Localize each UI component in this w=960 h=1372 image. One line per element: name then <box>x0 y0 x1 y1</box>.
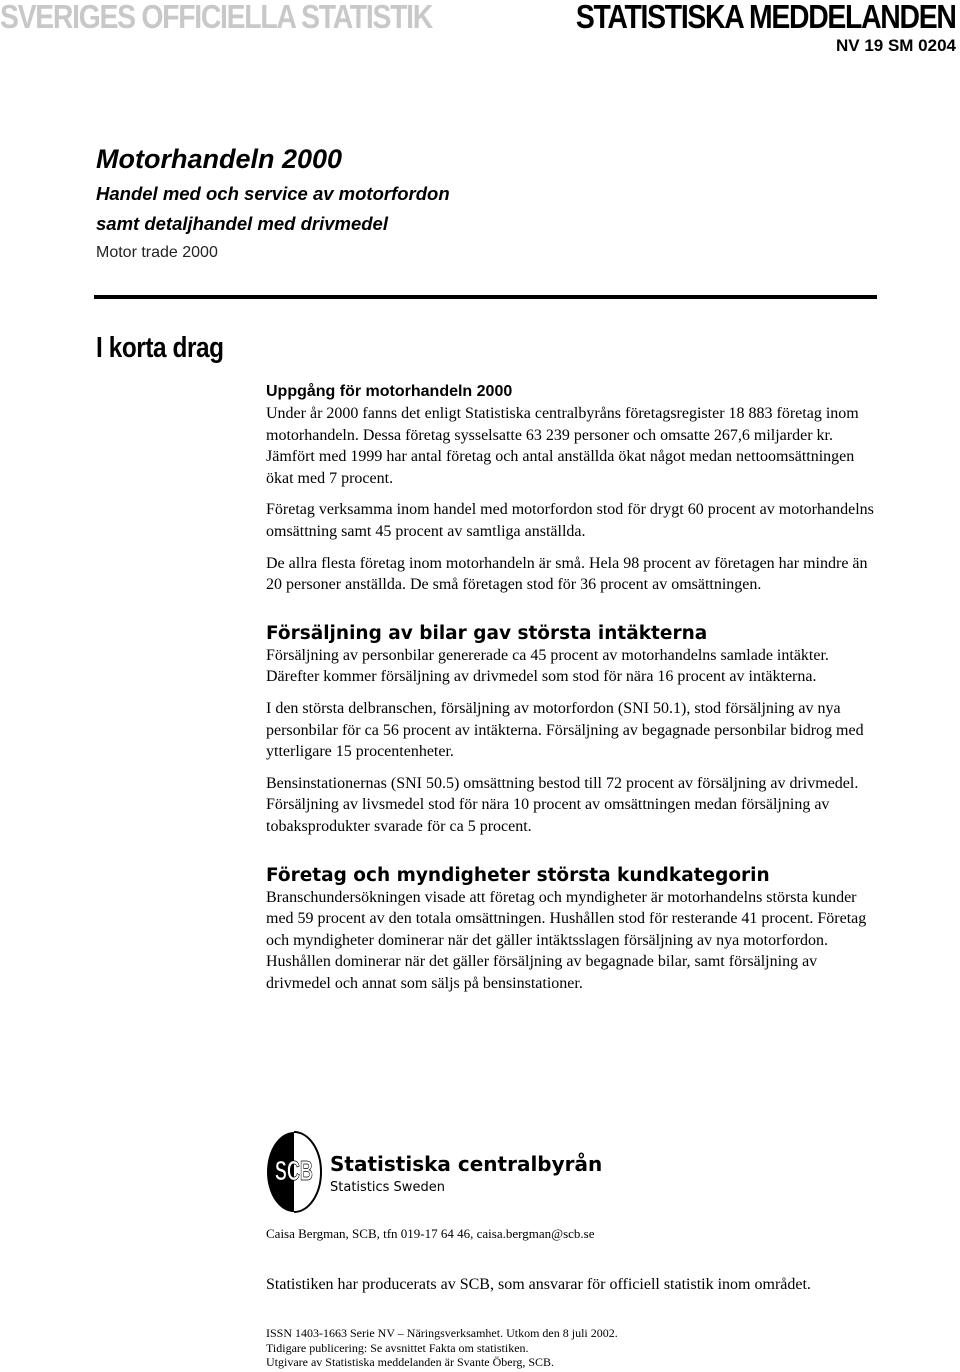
scb-logo <box>266 1130 606 1214</box>
divider-rule <box>94 295 877 299</box>
svg-text:SCB: SCB <box>274 1155 313 1186</box>
publisher-line: Utgivare av Statistiska meddelanden är Svante Öberg, SCB. <box>266 1355 555 1369</box>
series-name-grey: SVERIGES OFFICIELLA STATISTIK <box>0 0 432 35</box>
document-id: NV 19 SM 0204 <box>835 36 956 55</box>
publication-info <box>266 1326 618 1370</box>
subtitle-line-2: samt detaljhandel med drivmedel <box>96 213 388 234</box>
section-heading: I korta drag <box>96 332 224 364</box>
section-uppgang <box>266 381 876 596</box>
series-name-black: STATISTISKA MEDDELANDEN <box>576 0 956 35</box>
section-heading-uppgang: Uppgång för motorhandeln 2000 <box>266 383 513 400</box>
section-heading-forsaljning: Försäljning av bilar gav största intäkterna <box>266 622 708 644</box>
previous-publication-line: Tidigare publicering: Se avsnittet Fakta om statistiken. <box>266 1340 529 1355</box>
paragraph: Bensinstationernas (SNI 50.5) omsättning bestod till 72 procent av försäljning av drivmedel. Försäljning av livsmedel stod för nära 10 procent av omsättningen medan försäljning av tobaksprodukter svarade för ca 5 procent. <box>266 774 859 835</box>
masthead <box>0 0 960 55</box>
section-kundkategori <box>266 864 876 995</box>
paragraph: Försäljning av personbilar genererade ca 45 procent av motorhandelns samlade intäkter. Därefter kommer försäljning av drivmedel som stod för nära 16 procent av intäkterna. <box>266 646 829 686</box>
paragraph: Branschundersökningen visade att företag och myndigheter är motorhandelns största kunder med 59 procent av den totala omsättningen. Hushållen stod för resterande 41 procent. Företag och myndigheter dominerar när det gäller intäktsslagen försäljning av nya motorfordon. Hushållen dominerar när det gäller försäljning av begagnade bilar, samt försäljning av drivmedel och annat som säljs på bensinstationer. <box>266 888 867 992</box>
subtitle-line-1: Handel med och service av motorfordon <box>96 183 450 204</box>
section-forsaljning <box>266 622 876 838</box>
summary-content <box>266 381 876 994</box>
paragraph: I den största delbranschen, försäljning av motorfordon (SNI 50.1), stod försäljning av nya personbilar för ca 56 procent av intäkterna. Försäljning av begagnade personbilar bidrog med ytterligare 15 procentenheter. <box>266 699 864 761</box>
logo-subtitle: Statistics Sweden <box>330 1180 445 1195</box>
paragraph: Under år 2000 fanns det enligt Statistiska centralbyråns företagsregister 18 883 företag inom motorhandeln. Dessa företag sysselsatte 63 239 personer och omsatte 267,6 miljarder kr. Jämfört med 1999 har antal företag och antal anställda ökat något medan nettoomsättningen ökat med 7 procent. <box>266 405 859 487</box>
issn-line: ISSN 1403-1663 Serie NV – Näringsverksamhet. Utkom den 8 juli 2002. <box>266 1326 618 1340</box>
scb-logo-mark <box>266 1130 322 1214</box>
producer-statement: Statistiken har producerats av SCB, som ansvarar för officiell statistik inom området. <box>266 1276 811 1293</box>
logo-name: Statistiska centralbyrån <box>330 1152 603 1176</box>
contact-info: Caisa Bergman, SCB, tfn 019-17 64 46, caisa.bergman@scb.se <box>266 1226 595 1241</box>
paragraph: De allra flesta företag inom motorhandeln är små. Hela 98 procent av företagen har mindre än 20 personer anställda. De små företagen stod för 36 procent av omsättningen. <box>266 554 868 594</box>
english-title: Motor trade 2000 <box>96 244 218 261</box>
page-title: Motorhandeln 2000 <box>96 144 343 174</box>
paragraph: Företag verksamma inom handel med motorfordon stod för drygt 60 procent av motorhandelns omsättning samt 45 procent av samtliga anställda. <box>266 501 874 540</box>
section-heading-kundkategori: Företag och myndigheter största kundkategorin <box>266 864 770 886</box>
